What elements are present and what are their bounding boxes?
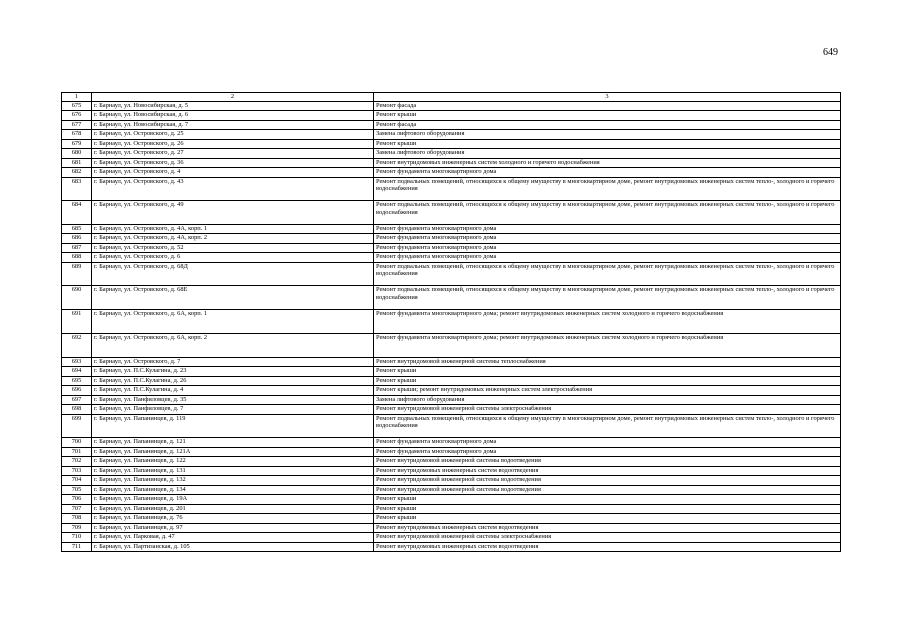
row-address: г. Барнаул, ул. Папанинцев, д. 76 xyxy=(92,514,374,524)
row-number: 690 xyxy=(62,286,92,310)
row-work: Ремонт внутридомовой инженерной системы водоотведения xyxy=(374,457,841,467)
row-address: г. Барнаул, ул. П.С.Кулагина, д. 26 xyxy=(92,376,374,386)
row-address: г. Барнаул, ул. Островского, д. 6А, корп. 1 xyxy=(92,309,374,333)
row-number: 706 xyxy=(62,495,92,505)
row-number: 709 xyxy=(62,523,92,533)
row-address: г. Барнаул, ул. Новосибирская, д. 6 xyxy=(92,111,374,121)
table-row xyxy=(62,485,841,495)
row-number: 681 xyxy=(62,158,92,168)
row-work: Ремонт крыши xyxy=(374,376,841,386)
row-number: 684 xyxy=(62,201,92,225)
table-row xyxy=(62,523,841,533)
row-address: г. Барнаул, ул. Новосибирская, д. 7 xyxy=(92,120,374,130)
table-row xyxy=(62,438,841,448)
row-number: 680 xyxy=(62,149,92,159)
table-row xyxy=(62,504,841,514)
row-number: 693 xyxy=(62,357,92,367)
row-work: Ремонт крыши xyxy=(374,495,841,505)
row-number: 683 xyxy=(62,177,92,201)
row-address: г. Барнаул, ул. Папанинцев, д. 121 xyxy=(92,438,374,448)
row-work: Ремонт внутридомовых инженерных систем холодного и горячего водоснабжения xyxy=(374,158,841,168)
row-work: Ремонт подвальных помещений, относящихся к общему имуществу в многоквартирном доме, ремонт внутридомовых инженерных систем тепло-, холодного и горячего водоснабжения xyxy=(374,262,841,286)
table-row xyxy=(62,414,841,438)
row-work: Ремонт внутридомовой инженерной системы теплоснабжения xyxy=(374,357,841,367)
row-work: Ремонт крыши xyxy=(374,139,841,149)
row-work: Ремонт внутридомовой инженерной системы водоотведения xyxy=(374,476,841,486)
row-address: г. Барнаул, ул. Папанинцев, д. 119 xyxy=(92,414,374,438)
row-address: г. Барнаул, ул. Островского, д. 36 xyxy=(92,158,374,168)
row-number: 691 xyxy=(62,309,92,333)
row-number: 682 xyxy=(62,168,92,178)
table-row xyxy=(62,158,841,168)
row-work: Ремонт фасада xyxy=(374,120,841,130)
row-number: 708 xyxy=(62,514,92,524)
row-work: Ремонт фасада xyxy=(374,101,841,111)
row-address: г. Барнаул, ул. Парковая, д. 47 xyxy=(92,533,374,543)
table-row xyxy=(62,101,841,111)
table-row xyxy=(62,149,841,159)
row-address: г. Барнаул, ул. Островского, д. 49 xyxy=(92,201,374,225)
row-address: г. Барнаул, ул. П.С.Кулагина, д. 23 xyxy=(92,367,374,377)
row-number: 677 xyxy=(62,120,92,130)
table-row xyxy=(62,457,841,467)
table-row xyxy=(62,542,841,552)
row-address: г. Барнаул, ул. Островского, д. 4А, корп. 1 xyxy=(92,224,374,234)
row-address: г. Барнаул, ул. Островского, д. 68Д xyxy=(92,262,374,286)
table-row xyxy=(62,234,841,244)
row-work: Ремонт крыши; ремонт внутридомовых инженерных систем электроснабжения xyxy=(374,386,841,396)
row-address: г. Барнаул, ул. Папанинцев, д. 97 xyxy=(92,523,374,533)
row-number: 695 xyxy=(62,376,92,386)
table-row xyxy=(62,495,841,505)
row-address: г. Барнаул, ул. Островского, д. 25 xyxy=(92,130,374,140)
row-number: 686 xyxy=(62,234,92,244)
row-number: 701 xyxy=(62,447,92,457)
row-address: г. Барнаул, ул. Островского, д. 4А, корп. 2 xyxy=(92,234,374,244)
row-work: Ремонт крыши xyxy=(374,514,841,524)
header-col-address: 2 xyxy=(92,93,374,102)
row-work: Ремонт фундамента многоквартирного дома xyxy=(374,224,841,234)
row-number: 705 xyxy=(62,485,92,495)
row-number: 696 xyxy=(62,386,92,396)
row-address: г. Барнаул, ул. Панфиловцев, д. 35 xyxy=(92,395,374,405)
row-work: Ремонт фундамента многоквартирного дома xyxy=(374,234,841,244)
table-row xyxy=(62,466,841,476)
table-row xyxy=(62,130,841,140)
row-address: г. Барнаул, ул. Папанинцев, д. 121А xyxy=(92,447,374,457)
row-number: 700 xyxy=(62,438,92,448)
row-address: г. Барнаул, ул. Папанинцев, д. 132 xyxy=(92,476,374,486)
table-row xyxy=(62,177,841,201)
row-work: Ремонт подвальных помещений, относящихся к общему имуществу в многоквартирном доме, ремонт внутридомовых инженерных систем тепло-, холодного и горячего водоснабжения xyxy=(374,201,841,225)
row-work: Ремонт внутридомовых инженерных систем водоотведения xyxy=(374,542,841,552)
table-row xyxy=(62,111,841,121)
works-table xyxy=(61,92,841,552)
row-address: г. Барнаул, ул. Партизанская, д. 105 xyxy=(92,542,374,552)
row-address: г. Барнаул, ул. Островского, д. 26 xyxy=(92,139,374,149)
row-number: 679 xyxy=(62,139,92,149)
row-number: 675 xyxy=(62,101,92,111)
row-work: Ремонт подвальных помещений, относящихся к общему имуществу в многоквартирном доме, ремонт внутридомовых инженерных систем тепло-, холодного и горячего водоснабжения xyxy=(374,414,841,438)
row-address: г. Барнаул, ул. Папанинцев, д. 122 xyxy=(92,457,374,467)
table-row xyxy=(62,243,841,253)
row-work: Замена лифтового оборудования xyxy=(374,130,841,140)
row-number: 710 xyxy=(62,533,92,543)
row-work: Ремонт внутридомовой инженерной системы электроснабжения xyxy=(374,533,841,543)
row-number: 676 xyxy=(62,111,92,121)
table-row xyxy=(62,201,841,225)
row-address: г. Барнаул, ул. Островского, д. 6 xyxy=(92,253,374,263)
table-row xyxy=(62,476,841,486)
row-number: 707 xyxy=(62,504,92,514)
table-row xyxy=(62,139,841,149)
row-work: Замена лифтового оборудования xyxy=(374,395,841,405)
row-address: г. Барнаул, ул. Папанинцев, д. 134 xyxy=(92,485,374,495)
table-row xyxy=(62,357,841,367)
row-address: г. Барнаул, ул. Островского, д. 52 xyxy=(92,243,374,253)
row-number: 688 xyxy=(62,253,92,263)
row-address: г. Барнаул, ул. Островского, д. 6А, корп. 2 xyxy=(92,333,374,357)
table-row xyxy=(62,367,841,377)
table-row xyxy=(62,514,841,524)
page-number: 649 xyxy=(823,47,838,58)
row-number: 692 xyxy=(62,333,92,357)
row-number: 697 xyxy=(62,395,92,405)
row-work: Ремонт внутридомовой инженерной системы электроснабжения xyxy=(374,405,841,415)
table-header-row xyxy=(62,93,841,102)
row-number: 685 xyxy=(62,224,92,234)
table-row xyxy=(62,405,841,415)
table-row xyxy=(62,286,841,310)
table-row xyxy=(62,333,841,357)
row-work: Ремонт подвальных помещений, относящихся к общему имуществу в многоквартирном доме, ремонт внутридомовых инженерных систем тепло-, холодного и горячего водоснабжения xyxy=(374,177,841,201)
row-work: Ремонт фундамента многоквартирного дома xyxy=(374,447,841,457)
row-work: Ремонт фундамента многоквартирного дома xyxy=(374,168,841,178)
row-number: 711 xyxy=(62,542,92,552)
row-work: Ремонт фундамента многоквартирного дома; ремонт внутридомовых инженерных систем холодного и горячего водоснабжения xyxy=(374,309,841,333)
table-row xyxy=(62,253,841,263)
row-work: Ремонт фундамента многоквартирного дома; ремонт внутридомовых инженерных систем холодного и горячего водоснабжения xyxy=(374,333,841,357)
row-number: 689 xyxy=(62,262,92,286)
row-number: 699 xyxy=(62,414,92,438)
table-row xyxy=(62,376,841,386)
header-col-work: 3 xyxy=(374,93,841,102)
row-number: 704 xyxy=(62,476,92,486)
row-number: 678 xyxy=(62,130,92,140)
row-work: Ремонт крыши xyxy=(374,111,841,121)
table-row xyxy=(62,386,841,396)
table-row xyxy=(62,395,841,405)
row-work: Ремонт внутридомовых инженерных систем водоотведения xyxy=(374,523,841,533)
row-work: Замена лифтового оборудования xyxy=(374,149,841,159)
row-work: Ремонт фундамента многоквартирного дома xyxy=(374,253,841,263)
row-number: 694 xyxy=(62,367,92,377)
row-work: Ремонт крыши xyxy=(374,367,841,377)
row-work: Ремонт подвальных помещений, относящихся к общему имуществу в многоквартирном доме, ремонт внутридомовых инженерных систем тепло-, холодного и горячего водоснабжения xyxy=(374,286,841,310)
row-address: г. Барнаул, ул. Новосибирская, д. 5 xyxy=(92,101,374,111)
row-address: г. Барнаул, ул. Панфиловцев, д. 7 xyxy=(92,405,374,415)
works-table-body xyxy=(62,93,841,552)
table-row xyxy=(62,533,841,543)
row-number: 698 xyxy=(62,405,92,415)
row-work: Ремонт крыши xyxy=(374,504,841,514)
row-address: г. Барнаул, ул. Папанинцев, д. 131 xyxy=(92,466,374,476)
row-address: г. Барнаул, ул. Островского, д. 4 xyxy=(92,168,374,178)
row-address: г. Барнаул, ул. Островского, д. 27 xyxy=(92,149,374,159)
row-address: г. Барнаул, ул. Папанинцев, д. 19А xyxy=(92,495,374,505)
row-address: г. Барнаул, ул. Островского, д. 7 xyxy=(92,357,374,367)
table-row xyxy=(62,262,841,286)
table-row xyxy=(62,168,841,178)
table-row xyxy=(62,120,841,130)
table-row xyxy=(62,447,841,457)
row-number: 687 xyxy=(62,243,92,253)
table-row xyxy=(62,224,841,234)
row-number: 702 xyxy=(62,457,92,467)
row-work: Ремонт внутридомовой инженерной системы водоотведения xyxy=(374,485,841,495)
row-work: Ремонт фундамента многоквартирного дома xyxy=(374,243,841,253)
row-work: Ремонт внутридомовых инженерных систем водоотведения xyxy=(374,466,841,476)
table-row xyxy=(62,309,841,333)
row-address: г. Барнаул, ул. Островского, д. 43 xyxy=(92,177,374,201)
row-address: г. Барнаул, ул. Папанинцев, д. 201 xyxy=(92,504,374,514)
row-work: Ремонт фундамента многоквартирного дома xyxy=(374,438,841,448)
header-col-number: 1 xyxy=(62,93,92,102)
row-address: г. Барнаул, ул. Островского, д. 68Е xyxy=(92,286,374,310)
row-address: г. Барнаул, ул. П.С.Кулагина, д. 4 xyxy=(92,386,374,396)
row-number: 703 xyxy=(62,466,92,476)
